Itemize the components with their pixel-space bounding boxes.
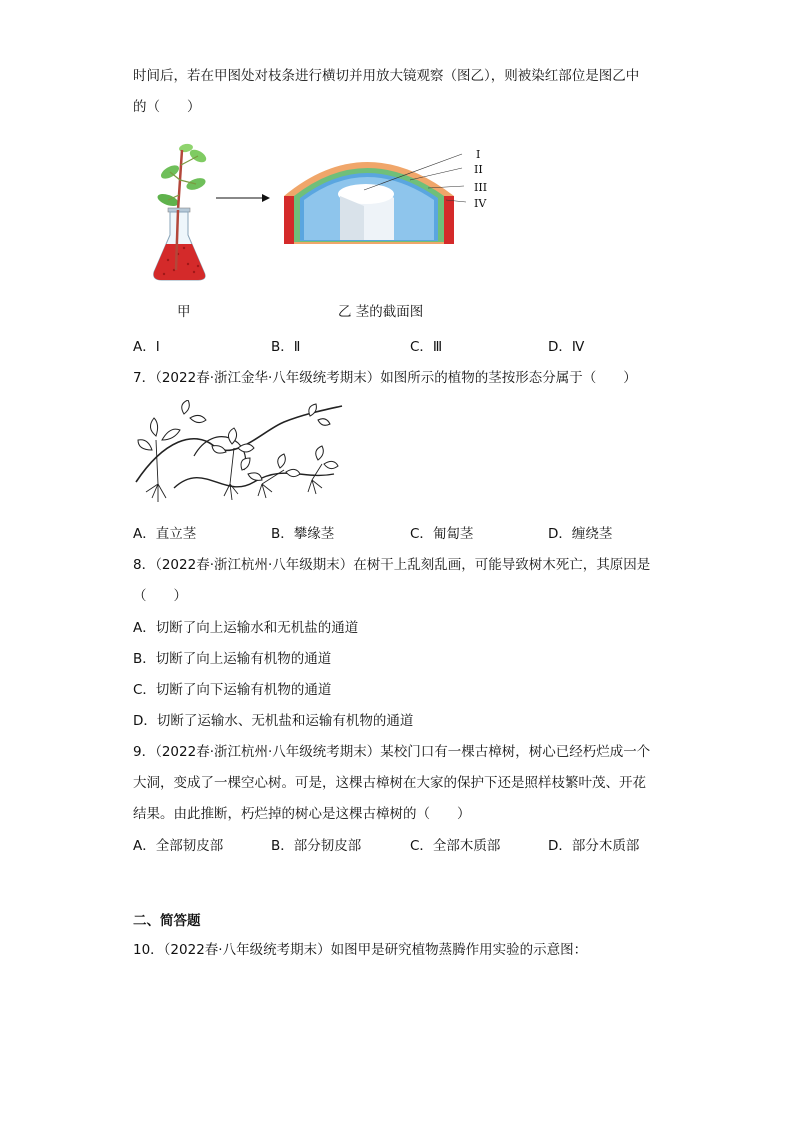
q6-stem-line2: 的（ ） <box>133 99 201 115</box>
q9-option-d[interactable]: D．部分木质部 <box>548 838 640 854</box>
label-roman-1: I <box>476 148 481 161</box>
q9-option-a[interactable]: A．全部韧皮部 <box>133 838 224 854</box>
q8-stem-line2: （ ） <box>133 588 187 604</box>
arrow-right-icon <box>262 194 270 202</box>
q9-stem-line2: 大洞，变成了一棵空心树。可是，这棵古樟树在大家的保护下还是照样枝繁叶茂、开花 <box>133 775 646 791</box>
q8-option-d[interactable]: D．切断了运输水、无机盐和运输有机物的通道 <box>133 713 414 729</box>
label-roman-3: III <box>474 181 488 194</box>
q6-option-b[interactable]: B．Ⅱ <box>271 339 301 355</box>
q7-option-d[interactable]: D．缠绕茎 <box>548 526 613 542</box>
q7-option-a[interactable]: A．直立茎 <box>133 526 197 542</box>
creeping-stem-figure <box>134 400 346 512</box>
q9-stem-line1: 9．（2022春·浙江杭州·八年级统考期末）某校门口有一棵古樟树，树心已经朽烂成一个 <box>133 744 651 760</box>
label-roman-2: II <box>474 163 483 176</box>
q9-option-c[interactable]: C．全部木质部 <box>410 838 501 854</box>
q7-stem: 7．（2022春·浙江金华·八年级统考期末）如图所示的植物的茎按形态分属于（ ） <box>133 370 637 386</box>
q9-stem-line3: 结果。由此推断，朽烂掉的树心是这棵古樟树的（ ） <box>133 806 471 822</box>
section-heading: 二、简答题 <box>133 913 201 929</box>
q7-option-c[interactable]: C．匍匐茎 <box>410 526 474 542</box>
stem-cross-section-figure <box>278 146 498 256</box>
q8-stem: 8．（2022春·浙江杭州·八年级期末）在树干上乱刻乱画，可能导致树木死亡，其原因是 <box>133 557 651 573</box>
q8-option-a[interactable]: A．切断了向上运输水和无机盐的通道 <box>133 620 359 636</box>
q6-option-a[interactable]: A．Ⅰ <box>133 339 160 355</box>
q10-stem: 10．（2022春·八年级统考期末）如图甲是研究植物蒸腾作用实验的示意图： <box>133 942 588 958</box>
q6-option-c[interactable]: C．Ⅲ <box>410 339 443 355</box>
flask-figure <box>148 140 278 290</box>
q6-option-d[interactable]: D．Ⅳ <box>548 339 585 355</box>
figure-label-yi: 乙 茎的截面图 <box>338 304 424 320</box>
q7-option-b[interactable]: B．攀缘茎 <box>271 526 335 542</box>
q9-option-b[interactable]: B．部分韧皮部 <box>271 838 362 854</box>
q6-stem-line1: 时间后，若在甲图处对枝条进行横切并用放大镜观察（图乙），则被染红部位是图乙中 <box>133 68 640 84</box>
label-roman-4: IV <box>474 197 487 210</box>
q8-option-c[interactable]: C．切断了向下运输有机物的通道 <box>133 682 332 698</box>
q8-option-b[interactable]: B．切断了向上运输有机物的通道 <box>133 651 332 667</box>
figure-label-jia: 甲 <box>177 304 191 320</box>
